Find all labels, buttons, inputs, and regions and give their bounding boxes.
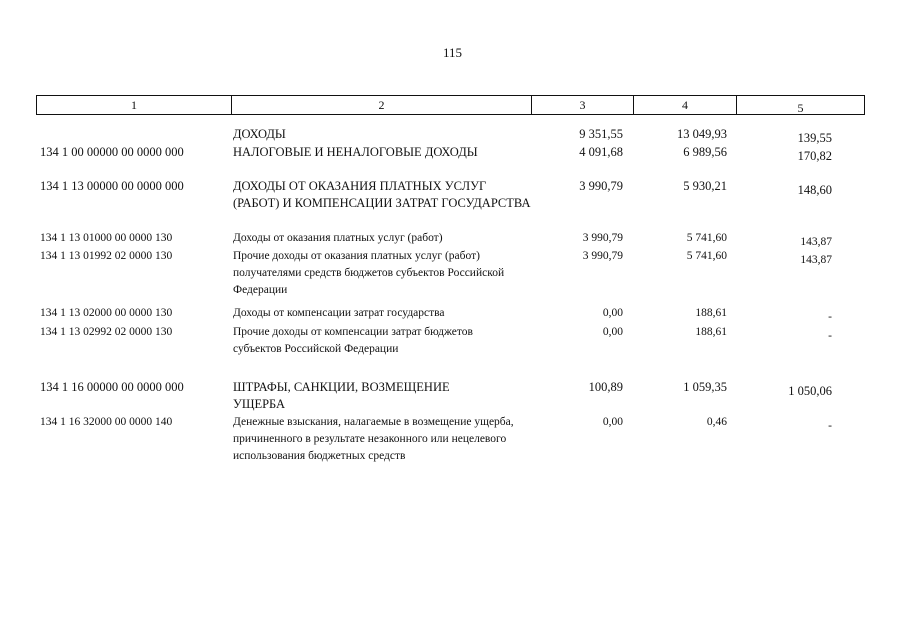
value-col-4: 5 741,60 — [686, 232, 727, 244]
value-col-5: 143,87 — [800, 254, 832, 266]
value-col-3: 3 990,79 — [582, 232, 623, 244]
value-col-5: - — [828, 330, 832, 342]
value-col-4: 188,61 — [695, 326, 727, 338]
value-col-3: 9 351,55 — [579, 127, 623, 141]
item-name: Доходы от оказания платных услуг (работ) — [233, 232, 443, 244]
budget-code: 134 1 00 00000 00 0000 000 — [40, 145, 184, 159]
budget-code: 134 1 16 00000 00 0000 000 — [40, 380, 184, 394]
header-col-5: 5 — [797, 101, 804, 115]
value-col-5: 139,55 — [797, 131, 832, 145]
value-col-3: 3 990,79 — [579, 179, 623, 193]
budget-code: 134 1 13 00000 00 0000 000 — [40, 179, 184, 193]
value-col-5: 148,60 — [797, 183, 832, 197]
header-col-4: 4 — [634, 96, 737, 114]
value-col-3: 100,89 — [588, 380, 623, 394]
header-col-1: 1 — [37, 96, 232, 114]
value-col-4: 5 741,60 — [686, 250, 727, 262]
budget-code: 134 1 13 02992 02 0000 130 — [40, 326, 173, 338]
value-col-3: 0,00 — [602, 307, 623, 319]
page-number: 115 — [442, 45, 463, 60]
item-name: Прочие доходы от оказания платных услуг (работ) получателями средств бюджетов субъектов Российской Федерации — [233, 250, 505, 296]
value-col-4: 13 049,93 — [677, 127, 727, 141]
budget-code: 134 1 16 32000 00 0000 140 — [40, 416, 173, 428]
value-col-5: - — [828, 420, 832, 432]
value-col-3: 0,00 — [602, 326, 623, 338]
item-name: Доходы от компенсации затрат государства — [233, 307, 445, 319]
value-col-4: 6 989,56 — [683, 145, 727, 159]
table-header — [36, 95, 865, 115]
item-name: ДОХОДЫ ОТ ОКАЗАНИЯ ПЛАТНЫХ УСЛУГ (РАБОТ) И КОМПЕНСАЦИИ ЗАТРАТ ГОСУДАРСТВА — [233, 179, 531, 210]
budget-code: 134 1 13 02000 00 0000 130 — [40, 307, 173, 319]
item-name: ДОХОДЫ — [233, 127, 286, 141]
value-col-3: 0,00 — [602, 416, 623, 428]
item-name: Прочие доходы от компенсации затрат бюджетов субъектов Российской Федерации — [233, 326, 473, 355]
budget-code: 134 1 13 01992 02 0000 130 — [40, 250, 173, 262]
value-col-5: - — [828, 311, 832, 323]
item-name: Денежные взыскания, налагаемые в возмещение ущерба, причиненного в результате незаконного или нецелевого использования бюджетных средств — [233, 416, 514, 462]
value-col-5: 1 050,06 — [788, 384, 832, 398]
header-col-3: 3 — [532, 96, 634, 114]
value-col-4: 0,46 — [706, 416, 727, 428]
header-col-2: 2 — [232, 96, 532, 114]
value-col-4: 1 059,35 — [683, 380, 727, 394]
value-col-5: 170,82 — [797, 149, 832, 163]
value-col-5: 143,87 — [800, 236, 832, 248]
item-name: НАЛОГОВЫЕ И НЕНАЛОГОВЫЕ ДОХОДЫ — [233, 145, 478, 159]
budget-code: 134 1 13 01000 00 0000 130 — [40, 232, 173, 244]
value-col-4: 188,61 — [695, 307, 727, 319]
value-col-4: 5 930,21 — [683, 179, 727, 193]
item-name: ШТРАФЫ, САНКЦИИ, ВОЗМЕЩЕНИЕ УЩЕРБА — [233, 380, 450, 411]
value-col-3: 4 091,68 — [579, 145, 623, 159]
value-col-3: 3 990,79 — [582, 250, 623, 262]
